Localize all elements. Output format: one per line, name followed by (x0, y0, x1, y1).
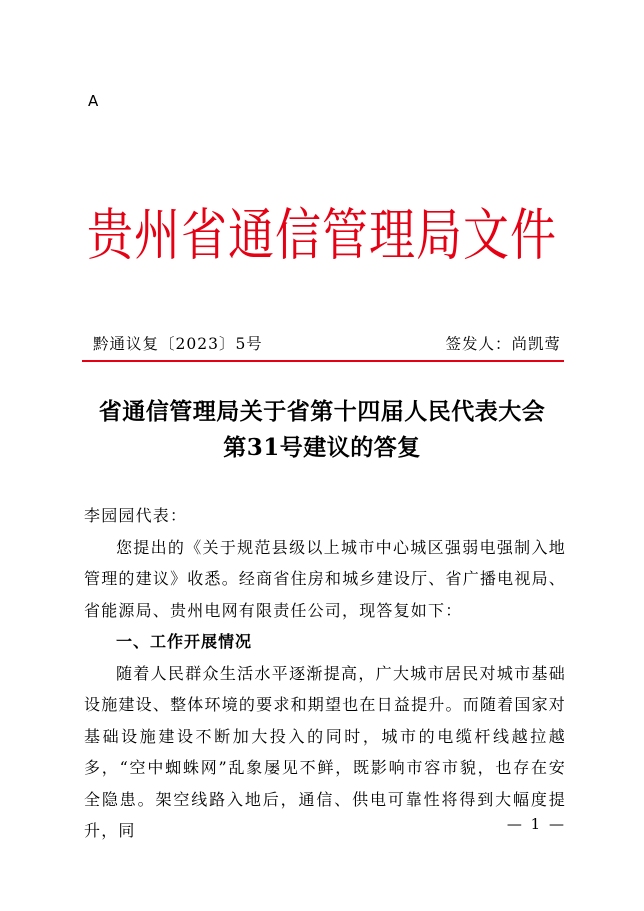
secret-mark: A (88, 92, 99, 110)
page-number: — 1 — (506, 815, 566, 833)
document-title-line-2: 第31号建议的答复 (223, 434, 421, 461)
body-paragraph-1: 您提出的《关于规范县级以上城市中心城区强弱电强制入地管理的建议》收悉。经商省住房和城乡建设厅、省广播电视局、省能源局、贵州电网有限责任公司，现答复如下： (84, 537, 566, 620)
document-title (60, 394, 584, 466)
document-number: 黔通议复〔2023〕5号 (93, 335, 263, 353)
body-paragraph-2: 随着人民群众生活水平逐渐提高，广大城市居民对城市基础设施建设、整体环境的要求和期望也在日益提升。而随着国家对基础设施建设不断加大投入的同时，城市的电缆杆线越拉越多，“空中蜘蛛网”乱象屡见不鲜，既影响市容市貌，也存在安全隐患。架空线路入地后，通信、供电可靠性将得到大幅度提升，同 (84, 663, 566, 840)
document-title-line-1: 省通信管理局关于省第十四届人民代表大会 (98, 398, 546, 425)
signer: 签发人：尚凯莺 (445, 335, 561, 353)
red-separator-line (82, 360, 564, 362)
document-body (84, 500, 566, 847)
section-heading-1: 一、工作开展情况 (116, 632, 253, 651)
issuer-header-title: 贵州省通信管理局文件 (87, 202, 557, 268)
salutation: 李园园代表： (84, 506, 188, 525)
